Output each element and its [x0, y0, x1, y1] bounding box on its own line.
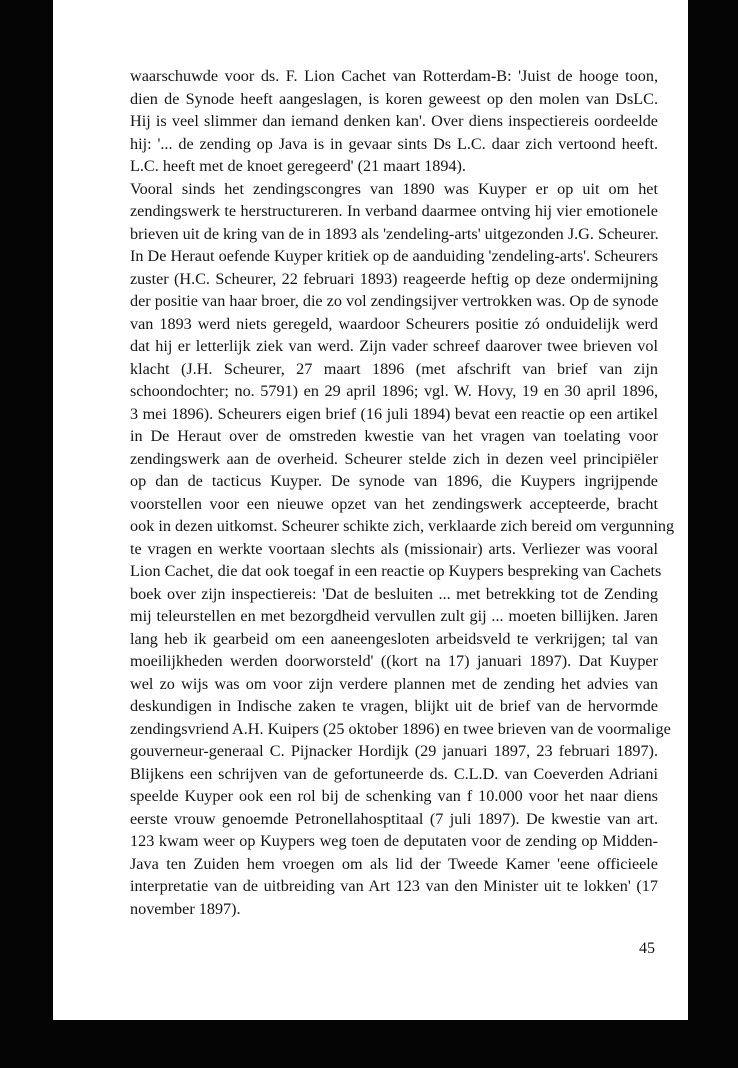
- text-line: deskundigen in Indische zaken te vragen, blijkt uit de brief van de hervormde: [130, 697, 658, 715]
- text-line: Hij is veel slimmer dan iemand denken kan'. Over diens inspectiereis oordeelde: [130, 112, 658, 130]
- scan-border-left: [0, 0, 53, 1068]
- text-line: brieven uit de kring van de in 1893 als 'zendeling-arts' uitgezonden J.G. Scheurer.: [130, 224, 659, 243]
- text-line: zuster (H.C. Scheurer, 22 februari 1893) reageerde heftig op deze ondermijning: [130, 269, 658, 288]
- text-line: 3 mei 1896). Scheurers eigen brief (16 juli 1894) bevat een reactie op een artikel: [130, 404, 658, 423]
- text-line: van 1893 werd niets geregeld, waardoor Scheurers positie zó onduidelijk werd: [130, 314, 658, 333]
- text-line: gouverneur-generaal C. Pijnacker Hordijk (29 januari 1897, 23 februari 1897).: [130, 742, 658, 760]
- text-line: boek over zijn inspectiereis: 'Dat de besluiten ... met betrekking tot de Zending: [130, 584, 658, 603]
- text-line: 123 kwam weer op Kuypers weg toen de deputaten voor de zending op Midden-: [130, 832, 658, 850]
- text-line: zendingswerk te herstructureren. In verband daarmee ontving hij vier emotionele: [130, 202, 658, 220]
- text-line: dat hij er letterlijk ziek van werd. Zijn vader schreef daarover twee brieven vol: [130, 337, 658, 355]
- text-line: dien de Synode heeft aangeslagen, is koren geweest op den molen van DsLC.: [130, 89, 658, 108]
- text-line: Java ten Zuiden hem vroegen om als lid der Tweede Kamer 'eene officieele: [130, 854, 658, 873]
- text-line: op dan de tacticus Kuyper. De synode van 1896, die Kuypers ingrijpende: [130, 472, 658, 490]
- text-line: ook in dezen uitkomst. Scheurer schikte zich, verklaarde zich bereid om vergunning: [130, 517, 675, 535]
- scan-border-bottom: [0, 1020, 738, 1068]
- text-line: lang heb ik gearbeid om een aaneengesloten arbeidsveld te verkrijgen; tal van: [130, 629, 658, 648]
- text-line: waarschuwde voor ds. F. Lion Cachet van Rotterdam-B: 'Juist de hooge toon,: [130, 67, 658, 85]
- text-line: In De Heraut oefende Kuyper kritiek op de aanduiding 'zendeling-arts'. Scheurers: [130, 247, 658, 265]
- text-line: voorstellen voor een nieuwe opzet van het zendingswerk accepteerde, bracht: [130, 494, 658, 513]
- text-line: klacht (J.H. Scheurer, 27 maart 1896 (met afschrift van brief van zijn: [130, 359, 658, 378]
- document-page: [53, 0, 688, 1020]
- text-line: moeilijkheden werden doorworsteld' ((kort na 17) januari 1897). Dat Kuyper: [130, 652, 658, 670]
- text-line: zendingswerk aan de overheid. Scheurer stelde zich in dezen veel principiëler: [130, 449, 658, 468]
- text-line: Blijkens een schrijven van de gefortuneerde ds. C.L.D. van Coeverden Adriani: [130, 764, 658, 783]
- text-line: eerste vrouw genoemde Petronellahosptitaal (7 juli 1897). De kwestie van art.: [130, 809, 658, 828]
- text-line: Vooral sinds het zendingscongres van 1890 was Kuyper er op uit om het: [130, 179, 658, 198]
- text-line: zendingsvriend A.H. Kuipers (25 oktober 1896) en twee brieven van de voormalige: [130, 719, 671, 738]
- text-line: hij: '... de zending op Java is in gevaar sints Ds L.C. daar zich vertoond heeft.: [130, 134, 658, 153]
- text-line: interpretatie van de uitbreiding van Art 123 van den Minister uit te lokken' (17: [130, 877, 658, 895]
- page-number: 45: [639, 940, 655, 957]
- text-line: schoondochter; no. 5791) en 29 april 1896; vgl. W. Hovy, 19 en 30 april 1896,: [130, 382, 658, 400]
- scan-border-right: [688, 0, 738, 1068]
- text-line: L.C. heeft met de knoet geregeerd' (21 maart 1894).: [130, 157, 466, 175]
- text-line: wel zo wijs was om voor zijn verdere plannen met de zending het advies van: [130, 674, 658, 693]
- text-line: in De Heraut over de omstreden kwestie van het vragen van toelating voor: [130, 427, 658, 445]
- text-line: speelde Kuyper ook een rol bij de schenking van f 10.000 voor het naar diens: [130, 787, 658, 805]
- text-line: Lion Cachet, die dat ook toegaf in een reactie op Kuypers bespreking van Cachets: [130, 562, 662, 580]
- text-line: der positie van haar broer, die zo vol zendingsijver vertrokken was. Op de synode: [130, 292, 659, 310]
- text-line: mij teleurstellen en met bezorgdheid vervullen zult gij ... moeten billijken. Jaren: [130, 607, 658, 625]
- body-text: [130, 65, 675, 920]
- text-line: te vragen en werkte voortaan slechts als (missionair) arts. Verliezer was vooral: [130, 539, 658, 558]
- text-line: november 1897).: [130, 899, 241, 918]
